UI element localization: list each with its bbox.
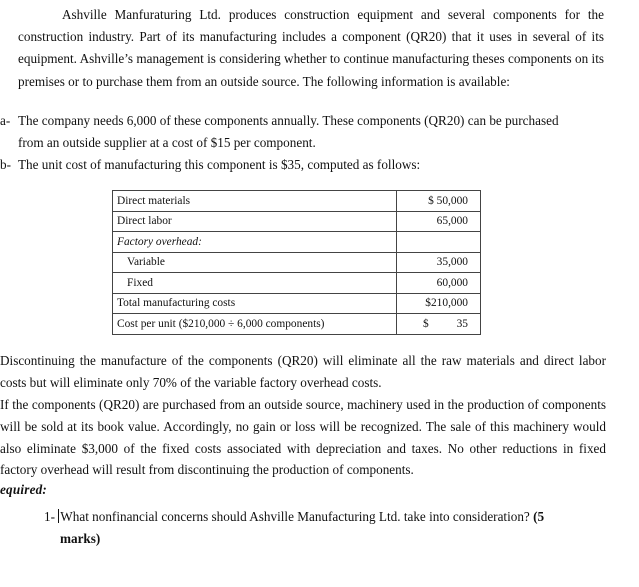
item-a-line1: The company needs 6,000 of these components annually. These components (QR20) can be purchased [18, 113, 559, 128]
table-row [113, 232, 481, 253]
required-heading: equired: [0, 482, 48, 497]
question-number: 1- [44, 509, 55, 524]
row-label: Direct labor [113, 211, 397, 232]
currency-symbol: $ [423, 317, 429, 330]
intro-text: Ashville Manfuraturing Ltd. produces construction equipment and several components for the construction industry. Part of its manufacturing includes a component (QR20) that it uses in several of its equipment. Ashville’s management is considering whether to continue manufacturing theses components on its premises or to purchase them from an outside source. The following information is available: [18, 7, 604, 89]
paragraph-purchase: If the components (QR20) are purchased from an outside source, machinery used in the production of components will be sold at its book value. Accordingly, no gain or loss will be recognized. The sale of this machinery would also eliminate $3,000 of the fixed costs associated with depreciation and taxes. No other reductions in fixed factory overhead will result from discontinuing the production of components. [0, 397, 606, 478]
row-value: 35,000 [397, 252, 481, 273]
list-item-a [0, 110, 606, 154]
row-label: Cost per unit ($210,000 ÷ 6,000 components) [113, 314, 397, 335]
cost-table [112, 190, 481, 335]
table-row [113, 293, 481, 314]
row-value: $210,000 [397, 293, 481, 314]
row-value-cell [397, 314, 481, 335]
table-row [113, 314, 481, 335]
item-a-marker: a- [0, 113, 11, 128]
question-text: What nonfinancial concerns should Ashville Manufacturing Ltd. take into consideration? [60, 509, 530, 524]
marks-label-2: marks) [60, 531, 101, 546]
paragraph-discontinue: Discontinuing the manufacture of the components (QR20) will eliminate all the raw materials and direct labor costs but will eliminate only 70% of the variable factory overhead costs. [0, 353, 606, 390]
row-value [397, 232, 481, 253]
table-row [113, 191, 481, 212]
item-b-line1: The unit cost of manufacturing this component is $35, computed as follows: [18, 157, 421, 172]
table-row [113, 211, 481, 232]
list-item-b [0, 154, 606, 176]
table-row [113, 252, 481, 273]
row-value: $ 50,000 [397, 191, 481, 212]
row-label: Variable [113, 252, 397, 273]
row-value: 60,000 [397, 273, 481, 294]
row-value: 35 [456, 317, 468, 330]
row-label: Total manufacturing costs [113, 293, 397, 314]
row-label: Factory overhead: [113, 232, 397, 253]
item-a-line2: from an outside supplier at a cost of $15 per component. [18, 135, 316, 151]
question-1 [44, 506, 610, 550]
item-b-marker: b- [0, 157, 11, 172]
row-value: 65,000 [397, 211, 481, 232]
marks-label-1: (5 [533, 509, 545, 524]
table-row [113, 273, 481, 294]
intro-paragraph [18, 4, 604, 93]
row-label: Fixed [113, 273, 397, 294]
row-label: Direct materials [113, 191, 397, 212]
